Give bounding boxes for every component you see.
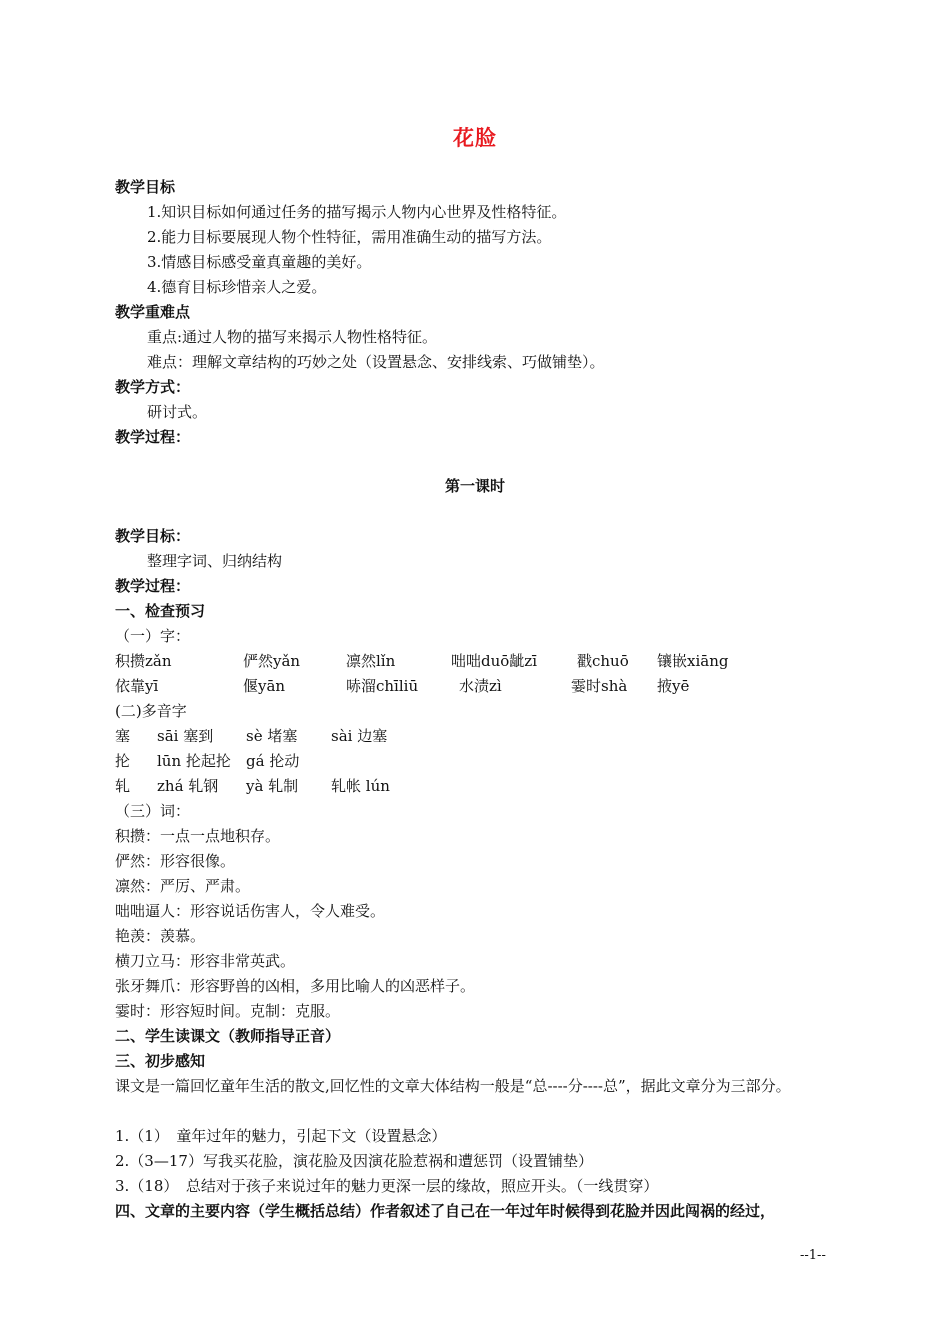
word-definition: 张牙舞爪：形容野兽的凶相，多用比喻人的凶恶样子。: [115, 977, 476, 995]
char-entry: 咄咄duō龇zī: [451, 652, 537, 670]
poly-char: 抡: [115, 752, 131, 770]
sub-heading-words: （三）词：: [115, 802, 191, 820]
section-heading: 二、学生读课文（教师指导正音）: [115, 1027, 341, 1045]
poly-reading: sāi 塞到: [157, 727, 214, 745]
char-entry: 凛然lǐn: [346, 652, 396, 670]
lesson-goal-text: 整理字词、归纳结构: [147, 552, 283, 570]
word-definition: 艳羡：羡慕。: [115, 927, 206, 945]
chars-row: [115, 676, 815, 696]
structure-part: 2.（3—17）写我买花脸，演花脸及因演花脸惹祸和遭惩罚（设置铺垫）: [115, 1152, 593, 1170]
char-entry: 镶嵌xiāng: [657, 652, 729, 670]
char-entry: 俨然yǎn: [243, 652, 301, 670]
poly-reading: 轧帐 lún: [331, 777, 390, 795]
poly-reading: sè 堵塞: [246, 727, 298, 745]
structure-part: 3.（18） 总结对于孩子来说过年的魅力更深一层的缘故，照应开头。（一线贯穿）: [115, 1177, 659, 1195]
polyphonic-row: [115, 776, 515, 796]
poly-reading: yà 轧制: [246, 777, 299, 795]
char-entry: 戳chuō: [577, 652, 629, 670]
char-entry: 依靠yī: [115, 677, 159, 695]
char-entry: 掖yē: [657, 677, 690, 695]
structure-part: 1.（1） 童年过年的魅力，引起下文（设置悬念）: [115, 1127, 447, 1145]
poly-reading: gá 抡动: [246, 752, 300, 770]
word-definition: 横刀立马：形容非常英武。: [115, 952, 296, 970]
char-entry: 偃yān: [243, 677, 286, 695]
poly-char: 塞: [115, 727, 131, 745]
document-title: 花脸: [453, 125, 497, 150]
method-heading: 教学方式：: [115, 378, 191, 396]
poly-reading: lūn 抡起抡: [157, 752, 231, 770]
word-definition: 霎时：形容短时间。克制：克服。: [115, 1002, 341, 1020]
polyphonic-row: [115, 751, 515, 771]
word-definition: 咄咄逼人：形容说话伤害人，令人难受。: [115, 902, 386, 920]
goal-item: 4.德育目标珍惜亲人之爱。: [147, 278, 327, 296]
process-heading: 教学过程：: [115, 428, 191, 446]
word-definition: 俨然：形容很像。: [115, 852, 236, 870]
poly-char: 轧: [115, 777, 131, 795]
char-entry: 哧溜chīliū: [346, 677, 419, 695]
poly-reading: zhá 轧钢: [157, 777, 219, 795]
difficult-point: 难点：理解文章结构的巧妙之处（设置悬念、安排线索、巧做铺垫）。: [147, 353, 605, 371]
key-difficult-heading: 教学重难点: [115, 303, 191, 321]
lesson-heading: 第一课时: [444, 477, 505, 495]
word-definition: 凛然：严厉、严肃。: [115, 877, 251, 895]
goal-item: 1.知识目标如何通过任务的描写揭示人物内心世界及性格特征。: [147, 203, 567, 221]
structure-intro: 课文是一篇回忆童年生活的散文,回忆性的文章大体结构一般是“总----分----总”，据此文章分为三部分。: [115, 1077, 791, 1095]
section-heading-main-content: 四、文章的主要内容（学生概括总结）作者叙述了自己在一年过年时候得到花脸并因此闯祸的经过，: [115, 1202, 776, 1220]
word-definition: 积攒：一点一点地积存。: [115, 827, 281, 845]
page-number: --1--: [800, 1248, 826, 1263]
chars-row: [115, 651, 815, 671]
goal-item: 2.能力目标要展现人物个性特征，需用准确生动的描写方法。: [147, 228, 552, 246]
sub-heading-polyphonic: (二)多音字: [115, 702, 187, 720]
goal-item: 3.情感目标感受童真童趣的美好。: [147, 253, 372, 271]
lesson-goal-heading: 教学目标：: [115, 527, 191, 545]
section-heading: 一、检查预习: [115, 602, 206, 620]
char-entry: 积攒zǎn: [115, 652, 172, 670]
section-heading: 三、初步感知: [115, 1052, 206, 1070]
lesson-process-heading: 教学过程：: [115, 577, 191, 595]
poly-reading: sài 边塞: [331, 727, 388, 745]
method-text: 研讨式。: [147, 403, 208, 421]
sub-heading-chars: （一）字：: [115, 627, 191, 645]
key-point: 重点:通过人物的描写来揭示人物性格特征。: [147, 328, 438, 346]
polyphonic-row: [115, 726, 515, 746]
teaching-goal-heading: 教学目标: [115, 178, 176, 196]
char-entry: 水渍zì: [459, 677, 502, 695]
char-entry: 霎时shà: [571, 677, 628, 695]
